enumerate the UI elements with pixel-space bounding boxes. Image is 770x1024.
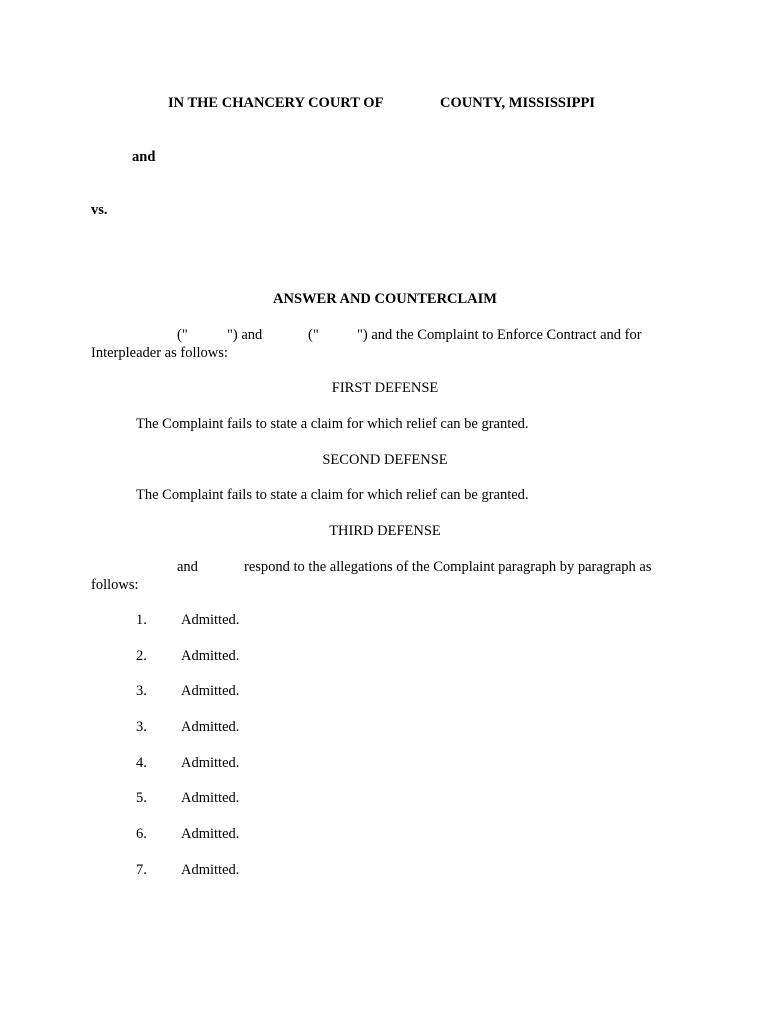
item-text: Admitted.	[181, 683, 240, 699]
item-number: 1.	[136, 612, 147, 628]
first-defense-text: The Complaint fails to state a claim for which relief can be granted.	[136, 416, 529, 432]
item-text: Admitted.	[181, 719, 240, 735]
item-text: Admitted.	[181, 612, 240, 628]
document-title: ANSWER AND COUNTERCLAIM	[273, 291, 497, 307]
list-item	[0, 648, 770, 666]
item-number: 5.	[136, 790, 147, 806]
list-item	[0, 612, 770, 630]
list-item	[0, 826, 770, 844]
item-number: 3.	[136, 683, 147, 699]
item-number: 7.	[136, 862, 147, 878]
list-item	[0, 755, 770, 773]
party-conjunction: and	[132, 149, 156, 165]
item-number: 4.	[136, 755, 147, 771]
intro-line-2: Interpleader as follows:	[91, 345, 228, 361]
intro-quote-2-close: ") and the Complaint to Enforce Contract and for	[357, 327, 642, 343]
item-number: 6.	[136, 826, 147, 842]
court-name-left: IN THE CHANCERY COURT OF	[168, 95, 384, 111]
list-item	[0, 790, 770, 808]
third-defense-conj: and	[177, 559, 198, 575]
second-defense-text: The Complaint fails to state a claim for which relief can be granted.	[136, 487, 529, 503]
item-text: Admitted.	[181, 648, 240, 664]
third-defense-heading: THIRD DEFENSE	[329, 523, 441, 539]
list-item	[0, 683, 770, 701]
third-defense-line-2: follows:	[91, 577, 139, 593]
item-text: Admitted.	[181, 790, 240, 806]
intro-quote-1-open: ("	[177, 327, 188, 343]
court-name-right: COUNTY, MISSISSIPPI	[440, 95, 595, 111]
item-number: 2.	[136, 648, 147, 664]
item-number: 3.	[136, 719, 147, 735]
third-defense-line-1: respond to the allegations of the Complaint paragraph by paragraph as	[244, 559, 652, 575]
item-text: Admitted.	[181, 826, 240, 842]
versus-label: vs.	[91, 202, 108, 218]
first-defense-heading: FIRST DEFENSE	[331, 380, 439, 396]
item-text: Admitted.	[181, 862, 240, 878]
list-item	[0, 862, 770, 880]
item-text: Admitted.	[181, 755, 240, 771]
intro-quote-1-close: ") and	[227, 327, 263, 343]
second-defense-heading: SECOND DEFENSE	[322, 452, 448, 468]
list-item	[0, 719, 770, 737]
intro-quote-2-open: ("	[308, 327, 319, 343]
